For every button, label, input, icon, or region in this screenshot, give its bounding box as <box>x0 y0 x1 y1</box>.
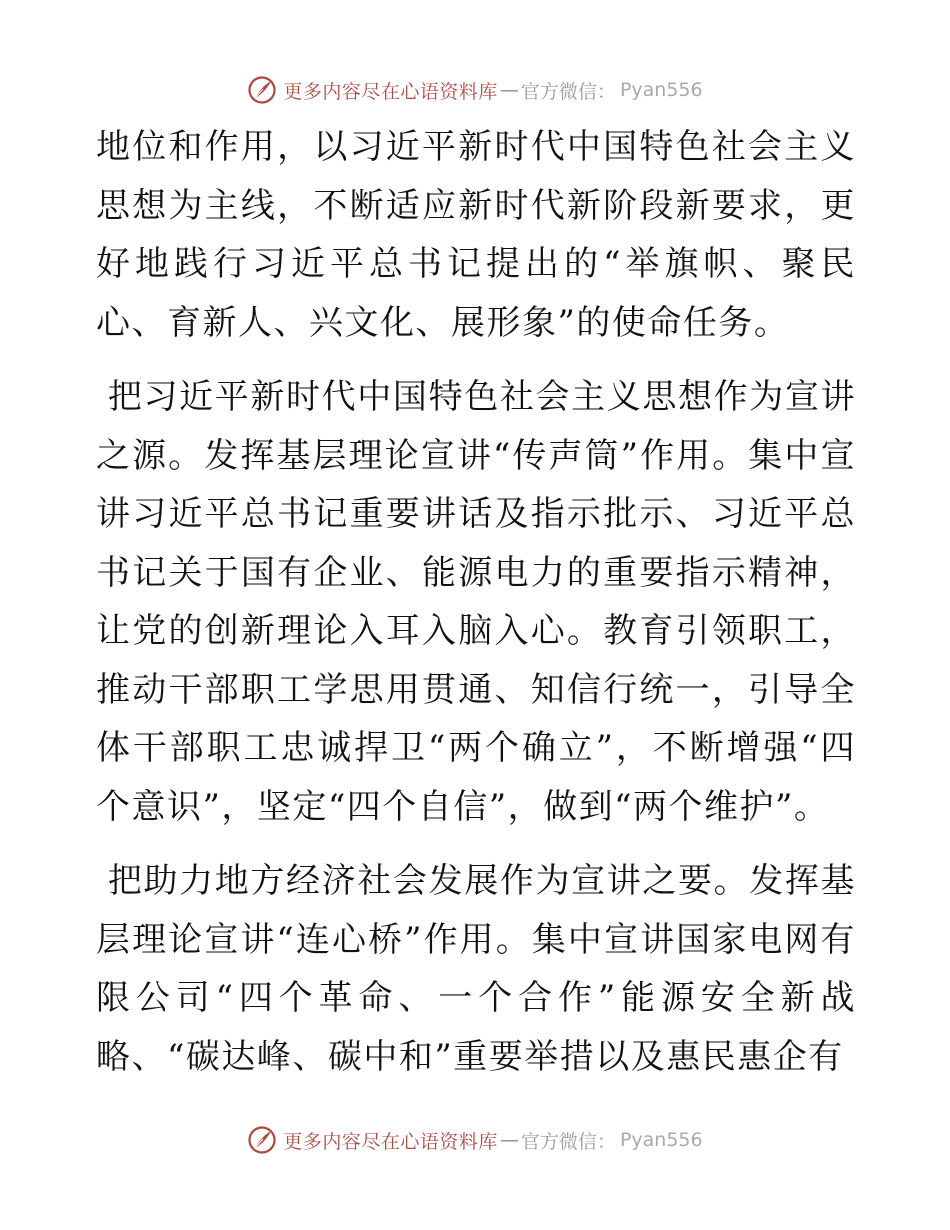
document-body <box>96 118 856 1086</box>
paragraph-2: 把习近平新时代中国特色社会主义思想作为宣讲之源。发挥基层理论宣讲“传声筒”作用。集中宣讲习近平总书记重要讲话及指示批示、习近平总书记关于国有企业、能源电力的重要指示精神，让党的创新理论入耳入脑入心。教育引领职工，推动干部职工学思用贯通、知信行统一，引导全体干部职工忠诚捍卫“两个确立”，不断增强“四个意识”，坚定“四个自信”，做到“两个维护”。 <box>96 377 856 827</box>
header-watermark <box>0 70 950 110</box>
watermark-label: 官方微信： <box>520 80 616 103</box>
footer-watermark <box>0 1120 950 1160</box>
watermark-dash: — <box>499 1129 519 1151</box>
watermark-main-text: 更多内容尽在心语资料库 <box>283 80 498 103</box>
watermark-label: 官方微信： <box>520 1130 616 1153</box>
watermark-id: Pyan556 <box>619 79 703 101</box>
watermark-id: Pyan556 <box>619 1129 703 1151</box>
watermark-main-text: 更多内容尽在心语资料库 <box>283 1130 498 1153</box>
quill-pen-logo-icon <box>247 1125 277 1155</box>
quill-pen-logo-icon <box>247 75 277 105</box>
paragraph-1: 地位和作用，以习近平新时代中国特色社会主义思想为主线，不断适应新时代新阶段新要求，更好地践行习近平总书记提出的“举旗帜、聚民心、育新人、兴文化、展形象”的使命任务。 <box>96 127 856 343</box>
watermark-dash: — <box>499 79 519 101</box>
paragraph-3: 把助力地方经济社会发展作为宣讲之要。发挥基层理论宣讲“连心桥”作用。集中宣讲国家电网有限公司“四个革命、一个合作”能源安全新战略、“碳达峰、碳中和”重要举措以及惠民惠企有 <box>96 861 856 1077</box>
